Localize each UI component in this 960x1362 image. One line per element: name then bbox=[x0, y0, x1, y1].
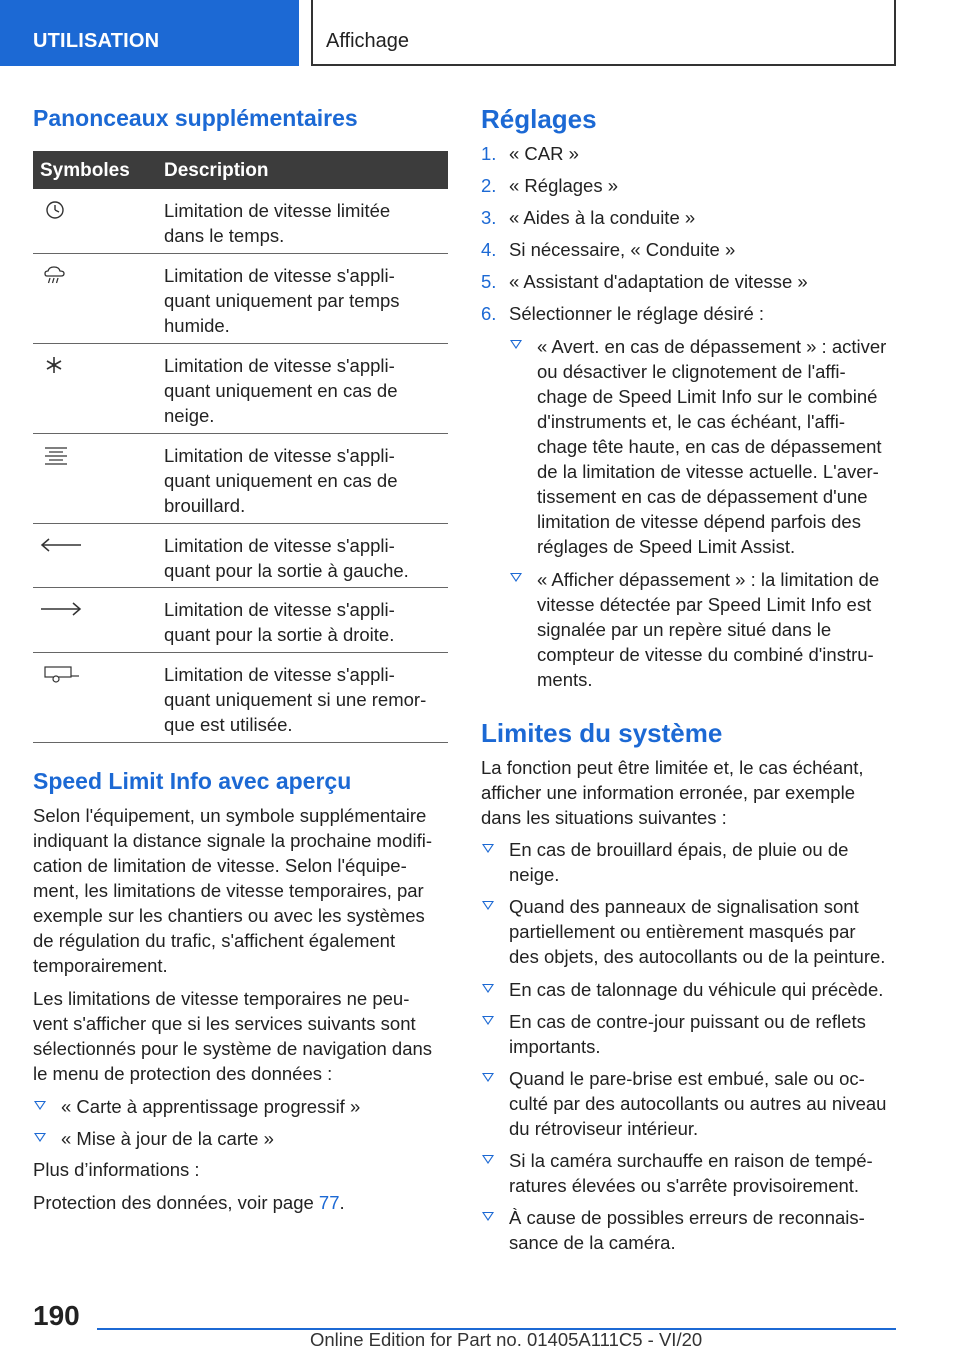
fog-icon bbox=[39, 445, 73, 465]
snowflake-icon bbox=[39, 355, 73, 375]
trailer-icon bbox=[39, 664, 83, 684]
table-row bbox=[33, 524, 448, 588]
bullet-triangle-icon bbox=[482, 1155, 494, 1164]
speed-limit-info-heading: Speed Limit Info avec aperçu bbox=[33, 768, 352, 794]
speed-limit-paragraph-1: Selon l'équipement, un symbole supplémentaire indiquant la distance signale la prochaine modifi- cation de limitation de vitesse. Selon l'équipe- ment, les limitations de vitesse temporaires, par exemple sur les chantiers ou avec les systèmes de régulation du trafic, s'affichent également temporairement. bbox=[33, 805, 433, 976]
list-item: Quand le pare-brise est embué, sale ou oc- culté par des autocollants ou autres au niveau du rétroviseur intérieur. bbox=[509, 1068, 887, 1139]
bullet-triangle-icon bbox=[34, 1101, 46, 1110]
bullet-triangle-icon bbox=[482, 1073, 494, 1082]
bullet-triangle-icon bbox=[510, 340, 522, 349]
bullet-triangle-icon bbox=[510, 573, 522, 582]
bullet-triangle-icon bbox=[34, 1133, 46, 1142]
row-description: Limitation de vitesse s'appli- quant uniquement en cas de neige. bbox=[164, 355, 398, 426]
bullet-triangle-icon bbox=[482, 901, 494, 910]
bullet-triangle-icon bbox=[482, 1212, 494, 1221]
speed-limit-paragraph-2: Les limitations de vitesse temporaires ne peu- vent s'afficher que si les services suivants sont sélectionnés pour le système de navigation dans le menu de protection des données : bbox=[33, 988, 433, 1084]
table-row bbox=[33, 189, 448, 254]
row-description: Limitation de vitesse limitée dans le temps. bbox=[164, 200, 391, 246]
row-description: Limitation de vitesse s'appli- quant pour la sortie à droite. bbox=[164, 599, 395, 645]
table-row bbox=[33, 588, 448, 653]
list-item: « Avert. en cas de dépassement » : activer ou désactiver le clignotement de l'affi- chage de Speed Limit Info sur le combiné d'instruments et, le cas échéant, l'affi- chage tête haute, en cas de dépassement de la limitation de vitesse actuelle. L'aver- tissement en cas de dépassement d'une limitation de vitesse dépend parfois des réglages de Speed Limit Assist. bbox=[537, 336, 887, 557]
header-section-label: UTILISATION bbox=[33, 30, 160, 52]
list-item: Quand des panneaux de signalisation sont partiellement ou entièrement masqués par des objets, des autocollants ou de la peinture. bbox=[509, 896, 886, 967]
clock-icon bbox=[39, 200, 73, 220]
list-item: Si la caméra surchauffe en raison de tempé- ratures élevées ou s'arrête provisoirement. bbox=[509, 1150, 873, 1196]
table-row bbox=[33, 344, 448, 434]
list-item: « Carte à apprentissage progressif » bbox=[61, 1096, 361, 1117]
list-item: En cas de brouillard épais, de pluie ou de neige. bbox=[509, 839, 849, 885]
table-row bbox=[33, 434, 448, 524]
symbols-table bbox=[33, 151, 448, 743]
list-item: En cas de talonnage du véhicule qui précède. bbox=[509, 979, 884, 1000]
table-header-symbols: Symboles bbox=[40, 160, 130, 181]
system-limits-heading: Limites du système bbox=[481, 718, 723, 748]
list-item: En cas de contre-jour puissant ou de reflets importants. bbox=[509, 1011, 866, 1057]
footer-edition: Online Edition for Part no. 01405A111C5 - VI/20 bbox=[310, 1329, 703, 1350]
bullet-triangle-icon bbox=[482, 984, 494, 993]
system-limits-intro: La fonction peut être limitée et, le cas échéant, afficher une information erronée, par exemple dans les situations suivantes : bbox=[481, 757, 864, 828]
table-row bbox=[33, 653, 448, 743]
arrow-left-icon bbox=[39, 535, 83, 555]
table-header-row bbox=[33, 151, 448, 189]
page-number: 190 bbox=[33, 1300, 80, 1331]
header-title: Affichage bbox=[326, 30, 410, 52]
row-description: Limitation de vitesse s'appli- quant uniquement par temps humide. bbox=[164, 265, 400, 336]
settings-heading: Réglages bbox=[481, 104, 597, 134]
data-protection-reference: Protection des données, voir page 77. bbox=[33, 1192, 345, 1213]
bullet-triangle-icon bbox=[482, 1016, 494, 1025]
list-item: « Afficher dépassement » : la limitation de vitesse détectée par Speed Limit Info est signalée par un repère situé dans le compteur de vitesse du combiné d'instru- ments. bbox=[537, 569, 880, 690]
bullet-triangle-icon bbox=[482, 844, 494, 853]
list-item: « Mise à jour de la carte » bbox=[61, 1128, 274, 1149]
table-heading: Panonceaux supplémentaires bbox=[33, 105, 358, 131]
arrow-right-icon bbox=[39, 599, 83, 619]
row-description: Limitation de vitesse s'appli- quant uniquement en cas de brouillard. bbox=[164, 445, 398, 516]
table-header-description: Description bbox=[164, 160, 269, 181]
more-info-label: Plus d’informations : bbox=[33, 1159, 200, 1180]
list-item: À cause de possibles erreurs de reconnais- sance de la caméra. bbox=[509, 1207, 865, 1253]
rain-cloud-icon bbox=[39, 265, 73, 285]
table-row bbox=[33, 254, 448, 344]
page-reference-link[interactable]: 77 bbox=[318, 1192, 340, 1213]
row-description: Limitation de vitesse s'appli- quant pour la sortie à gauche. bbox=[164, 535, 409, 581]
row-description: Limitation de vitesse s'appli- quant uniquement si une remor- que est utilisée. bbox=[164, 664, 427, 735]
